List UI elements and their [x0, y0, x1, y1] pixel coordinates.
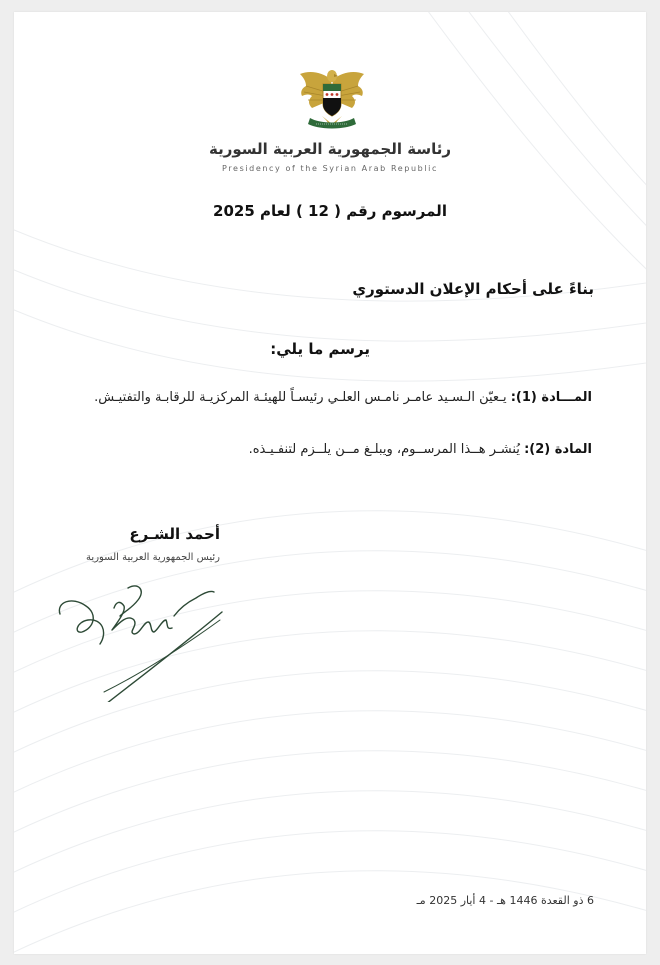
issue-date: 6 ذو القعدة 1446 هـ - 4 أيار 2025 مـ	[416, 894, 594, 907]
article-1-label: المـــادة (1):	[510, 390, 592, 405]
article-2	[249, 442, 592, 457]
decrees-label: يرسم ما يلي:	[270, 340, 370, 358]
decree-title: المرسوم رقم ( 12 ) لعام 2025	[213, 202, 447, 220]
handwritten-signature-icon	[54, 572, 224, 702]
organization-name-english: Presidency of the Syrian Arab Republic	[222, 164, 438, 173]
decree-page	[14, 12, 646, 954]
signer-name: أحمد الشـرع	[129, 525, 220, 543]
syrian-eagle-emblem-icon	[296, 62, 368, 134]
organization-name-arabic: رئاسة الجمهورية العربية السورية	[209, 140, 451, 158]
article-1-text: يـعيّن الـسـيد عامـر نامـس العلـي رئيسـاً للهيئـة المركزيـة للرقابـة والتفتيـش.	[94, 390, 507, 405]
signer-title: رئيس الجمهورية العربية السورية	[86, 552, 220, 563]
article-2-label: المادة (2):	[524, 442, 592, 457]
decree-basis: بناءً على أحكام الإعلان الدستوري	[352, 280, 594, 298]
article-1	[94, 390, 592, 405]
article-2-text: يُنشـر هــذا المرســوم، ويبلـغ مــن يلــزم لتنفـيـذه.	[248, 442, 520, 457]
